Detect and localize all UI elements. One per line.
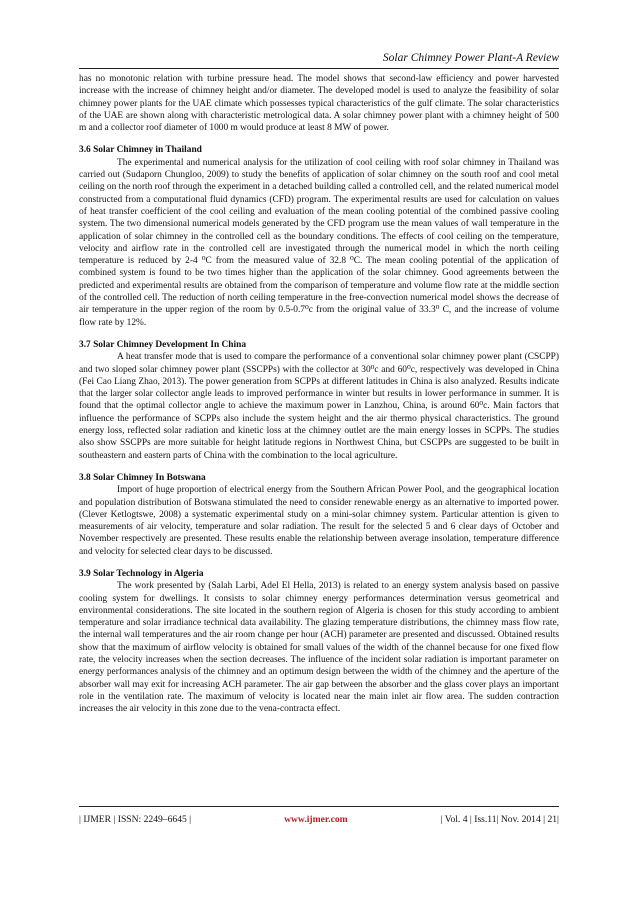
footer-rule (79, 806, 559, 807)
section-thailand (79, 144, 559, 328)
section-body: The work presented by (Salah Larbi, Adel El Hella, 2013) is related to an energy system analysis based on passive cooling system for dwellings. It consists to solar chimney energy performances determination versus geometrical and environmental considerations. The site located in the southern region of Algeria is chosen for this study according to ambient temperature and solar irradiance technical data availability. The glazing temperature distributions, the chimney mass flow rate, the internal wall temperatures and the air room change per hour (ACH) parameter are presented and discussed. Obtained results show that the maximum of airflow velocity is obtained for small values of the width of the channel because for one fixed flow rate, the velocity increases when the section decreases. The influence of the incident solar radiation is important parameter on energy performances analysis of the chimney and an optimum design between the width of the chimney and the aperture of the absorber wall may exit for increasing ACH parameter. The air gap between the absorber and the glass cover plays an important role in the ventilation rate. The maximum of velocity is located near the main inlet air flow area. The sudden contraction increases the air velocity in this zone due to the vena-contracta effect. (79, 581, 559, 715)
section-heading: 3.9 Solar Technology in Algeria (79, 568, 204, 579)
section-heading: 3.7 Solar Chimney Development In China (79, 339, 247, 350)
section-body: The experimental and numerical analysis for the utilization of cool ceiling with roof solar chimney in Thailand was carried out (Sudaporn Chungloo, 2009) to study the benefits of application of solar chimney on the south roof and cool metal ceiling on the north roof through the experiment in a detached building called a controlled cell, and the related numerical model constructed from a computational fluid dynamics (CFD) program. The experimental results are used for calculation on values of heat transfer coefficient of the cool ceiling and evaluation of the mean cooling potential of the combined passive cooling system. The two dimensional numerical models generated by the CFD program use the mean values of wall temperature in the application of solar chimney in the controlled cell as the boundary conditions. The effects of cool ceiling on the temperature, velocity and airflow rate in the controlled cell are investigated through the numerical model in which the north ceiling temperature is reduced by 2-4 ⁰C from the measured value of 32.8 ⁰C. The mean cooling potential of the application of combined system is found to be two times higher than the application of the solar chimney. Good agreements between the predicted and experimental results are obtained from the comparison of temperature and volume flow rate at the middle section of the controlled cell. The reduction of north ceiling temperature in the free-convection numerical model shows the decrease of air temperature in the upper region of the room by 0.5-0.7⁰c from the original value of 33.3⁰ C, and the increase of volume flow rate by 12%. (79, 157, 559, 328)
running-header-title: Solar Chimney Power Plant-A Review (382, 52, 559, 64)
intro-paragraph: has no monotonic relation with turbine pressure head. The model shows that second-law efficiency and power harvested increase with the increase of chimney height and/or diameter. The developed model is used to analyze the feasibility of solar chimney power plants for the UAE climate which possesses typical characteristics of the gulf climate. The solar characteristics of the UAE are shown along with characteristic metrological data. A solar chimney power plant with a chimney height of 500 m and a collector roof diameter of 1000 m would produce at least 8 MW of power. (79, 74, 559, 134)
section-algeria (79, 568, 559, 716)
page-content (79, 73, 559, 716)
page-footer (79, 814, 559, 825)
header-rule (79, 68, 559, 69)
footer-website-link[interactable]: www.ijmer.com (284, 814, 348, 825)
section-body: Import of huge proportion of electrical energy from the Southern African Power Pool, and the geographical location and population distribution of Botswana stimulated the need to consider renewable energy as an alternative to imported power. (Clever Ketlogtswe, 2008) a systematic experimental study on a mini-solar chimney system. Particular attention is given to measurements of air velocity, temperature and solar radiation. The result for the selected 5 and 6 clear days of October and November respectively are presented. These results enable the relationship between average insolation, temperature difference and velocity for selected clear days to be discussed. (79, 485, 559, 557)
section-botswana (79, 472, 559, 558)
footer-issue: | Vol. 4 | Iss.11| Nov. 2014 | 21| (440, 814, 559, 825)
section-china (79, 339, 559, 462)
section-heading: 3.6 Solar Chimney in Thailand (79, 145, 202, 156)
section-heading: 3.8 Solar Chimney In Botswana (79, 472, 206, 483)
section-body: A heat transfer mode that is used to compare the performance of a conventional solar chimney power plant (CSCPP) and two sloped solar chimney power plant (SSCPPs) with the collector at 30⁰c and 60⁰c, respectively was developed in China (Fei Cao Liang Zhao, 2013). The power generation from SCPPs at different latitudes in China is also analyzed. Results indicate that the larger solar collector angle leads to improved performance in winter but results in lower performance in summer. It is found that the optimal collector angle to achieve the maximum power in Lanzhou, China, is around 60⁰c. Main factors that influence the performance of SCPPs also include the system height and the air thermo physical characteristics. The ground energy loss, reflected solar radiation and kinetic loss at the chimney outlet are the main energy losses in SCPPs. The studies also show SSCPPs are more suitable for height latitude regions in Northwest China, but CSCPPs are suggested to be built in southeastern and eastern parts of China with the combination to the local agriculture. (79, 352, 559, 461)
footer-journal: | IJMER | ISSN: 2249–6645 | (79, 814, 192, 825)
